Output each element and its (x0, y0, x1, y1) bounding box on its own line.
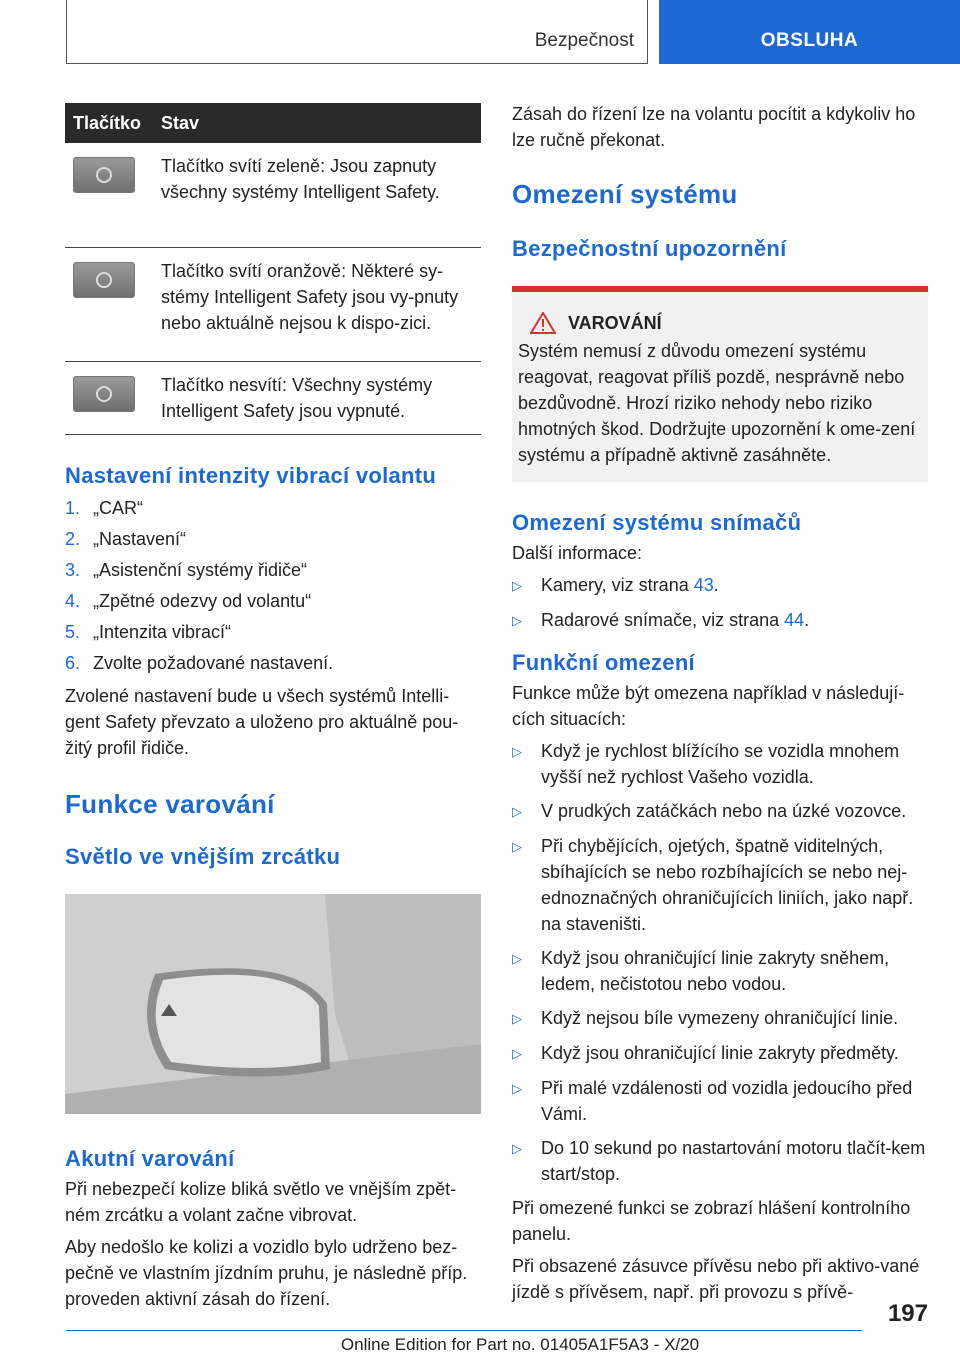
side-mirror-illustration (65, 894, 481, 1114)
vibration-heading: Nastavení intenzity vibrací volantu (65, 462, 437, 488)
acute-paragraph-2: Aby nedošlo ke kolizi a vozidlo bylo udrženo bez‐pečně ve vlastním jízdním pruhu, je následně příp. proveden aktivní zásah do řízení. (65, 1236, 468, 1309)
right-column (512, 103, 928, 1305)
list-item: 4. „Zpětné odezvy od volantu“ (65, 590, 312, 611)
list-item: ▷ Při malé vzdálenosti od vozidla jedoucího před Vámi. (512, 1075, 928, 1127)
list-item: 6. Zvolte požadované nastavení. (65, 652, 334, 673)
mirror-light-heading: Světlo ve vnějším zrcátku (65, 843, 341, 869)
acute-warning-heading: Akutní varování (65, 1145, 235, 1171)
table-cell-status: Tlačítko svítí zeleně: Jsou zapnuty všechny systémy Intelligent Safety. (153, 143, 481, 247)
table-row (65, 361, 481, 434)
triangle-bullet-icon: ▷ (512, 1141, 522, 1156)
function-note-2: Při obsazené zásuvce přívěsu nebo při aktivo‐vané jízdě s přívěsem, např. při provozu s přívě‐ (512, 1256, 920, 1302)
table-row (65, 247, 481, 361)
system-limits-heading: Omezení systému (512, 179, 738, 209)
list-item: 5. „Intenzita vibrací“ (65, 621, 232, 642)
table-row (65, 143, 481, 247)
footer-divider (66, 1330, 862, 1331)
sensor-intro: Další informace: (512, 543, 643, 563)
safety-notes-heading: Bezpečnostní upozornění (512, 236, 787, 261)
page-header (0, 0, 960, 66)
warning-box (512, 286, 928, 482)
list-item: ▷ Při chybějících, ojetých, špatně viditelných, sbíhajících se nebo rozbíhajících se nebo nej‐ednoznačných ohraničujících liniích, jako např. na staveništi. (512, 833, 928, 937)
triangle-bullet-icon: ▷ (512, 804, 522, 819)
list-item: ▷ Kamery, viz strana 43. (512, 572, 928, 599)
left-column (65, 103, 481, 1312)
list-item: ▷ Když jsou ohraničující linie zakryty sněhem, ledem, nečistotou nebo vodou. (512, 945, 928, 997)
mirror-warning-light-image (65, 894, 481, 1114)
triangle-bullet-icon: ▷ (512, 744, 522, 759)
warning-functions-heading: Funkce varování (65, 788, 275, 819)
function-limits-list (512, 738, 928, 1187)
function-intro: Funkce může být omezena například v následují‐cích situacích: (512, 683, 905, 729)
list-item: ▷ Radarové snímače, viz strana 44. (512, 607, 928, 634)
sensor-list (512, 572, 928, 634)
triangle-bullet-icon: ▷ (512, 1046, 522, 1061)
sensor-limits-heading: Omezení systému snímačů (512, 510, 802, 535)
vibration-steps (65, 495, 481, 681)
steering-intro: Zásah do řízení lze na volantu pocítit a kdykoliv ho lze ručně překonat. (512, 104, 916, 150)
triangle-bullet-icon: ▷ (512, 1081, 522, 1096)
function-limits-heading: Funkční omezení (512, 650, 695, 675)
warning-title: VAROVÁNÍ (568, 312, 662, 333)
list-item: ▷ Když nejsou bíle vymezeny ohraničující linie. (512, 1005, 928, 1032)
triangle-bullet-icon: ▷ (512, 578, 522, 593)
vibration-note: Zvolené nastavení bude u všech systémů Intelli‐gent Safety převzato a uloženo pro aktuálně pou‐žitý profil řidiče. (65, 685, 459, 758)
list-item: ▷ V prudkých zatáčkách nebo na úzké vozovce. (512, 798, 928, 825)
list-item: ▷ Do 10 sekund po nastartování motoru tlačít‐kem start/stop. (512, 1135, 928, 1187)
edition-footer: Online Edition for Part no. 01405A1F5A3 - X/20 (340, 1335, 700, 1354)
table-cell-status: Tlačítko nesvítí: Všechny systémy Intelligent Safety jsou vypnuté. (153, 361, 481, 434)
table-header-button: Tlačítko (65, 103, 153, 143)
table-cell-status: Tlačítko svítí oranžově: Některé sy‐stémy Intelligent Safety jsou vy‐pnuty nebo aktuálně nejsou k dispo‐zici. (153, 247, 481, 361)
table-header-status: Stav (153, 103, 481, 143)
intelligent-safety-button-off-icon (73, 376, 135, 412)
intelligent-safety-button-orange-icon (73, 262, 135, 298)
warning-triangle-icon (518, 312, 568, 334)
section-title: Bezpečnost (534, 30, 634, 51)
list-item: 1. „CAR“ (65, 497, 143, 518)
page-number: 197 (887, 1300, 928, 1327)
chapter-tab[interactable]: OBSLUHA (659, 0, 960, 64)
acute-paragraph-1: Při nebezpečí kolize bliká světlo ve vnějším zpět‐ném zrcátku a volant začne vibrovat. (65, 1178, 457, 1225)
intelligent-safety-button-green-icon (73, 157, 135, 193)
triangle-bullet-icon: ▷ (512, 613, 522, 628)
button-status-table (65, 103, 481, 435)
list-item: ▷ Když je rychlost blížícího se vozidla mnohem vyšší než rychlost Vašeho vozidla. (512, 738, 928, 790)
triangle-bullet-icon: ▷ (512, 1011, 522, 1026)
warning-text: Systém nemusí z důvodu omezení systému reagovat, reagovat příliš pozdě, nesprávně nebo bezdůvodně. Hrozí riziko nehody nebo riziko hmotných škod. Dodržujte upozornění k ome‐zení systému a případně aktivně zasáhněte. (518, 341, 916, 465)
list-item: ▷ Když jsou ohraničující linie zakryty předměty. (512, 1040, 928, 1067)
triangle-bullet-icon: ▷ (512, 839, 522, 854)
page-link[interactable]: 44 (784, 610, 805, 630)
triangle-bullet-icon: ▷ (512, 951, 522, 966)
list-item: 2. „Nastavení“ (65, 528, 187, 549)
table-header-row (65, 103, 481, 143)
function-note-1: Při omezené funkci se zobrazí hlášení kontrolního panelu. (512, 1198, 911, 1244)
list-item: 3. „Asistenční systémy řidiče“ (65, 559, 308, 580)
page-link[interactable]: 43 (693, 575, 714, 595)
